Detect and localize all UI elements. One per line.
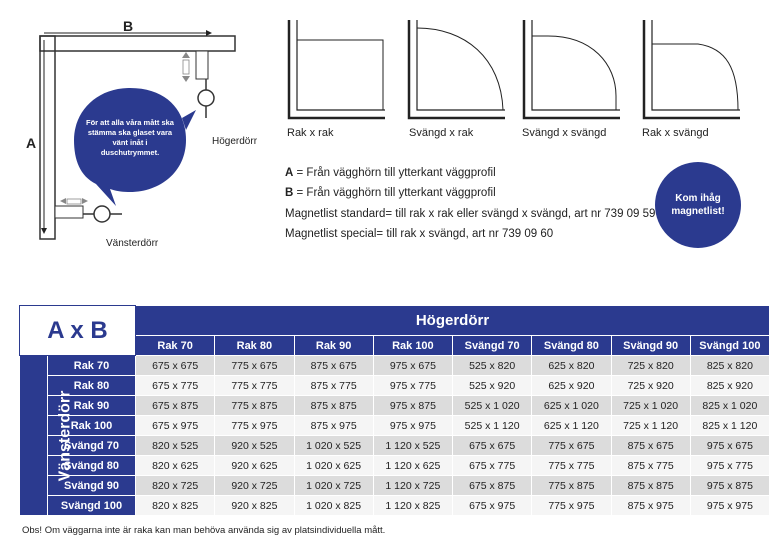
table-cell: 525 x 820 xyxy=(453,356,532,376)
column-header: Svängd 70 xyxy=(453,336,532,356)
column-group-header: Högerdörr xyxy=(136,306,770,336)
table-cell: 920 x 525 xyxy=(215,436,294,456)
table-cell: 675 x 875 xyxy=(453,476,532,496)
table-cell: 975 x 675 xyxy=(373,356,452,376)
shape-label-rak-rak: Rak x rak xyxy=(287,127,334,139)
table-cell: 920 x 825 xyxy=(215,496,294,516)
row-header: Rak 100 xyxy=(48,416,136,436)
table-cell: 1 120 x 525 xyxy=(373,436,452,456)
table-cell: 675 x 975 xyxy=(136,416,215,436)
table-cell: 875 x 975 xyxy=(611,496,690,516)
right-door-profile xyxy=(196,51,208,79)
table-cell: 675 x 675 xyxy=(136,356,215,376)
shape-svangd-svangd xyxy=(524,20,620,118)
table-cell: 1 120 x 825 xyxy=(373,496,452,516)
column-header: Svängd 100 xyxy=(690,336,769,356)
dimension-table xyxy=(19,305,770,516)
column-header: Svängd 80 xyxy=(532,336,611,356)
table-cell: 725 x 1 020 xyxy=(611,396,690,416)
table-cell: 1 120 x 725 xyxy=(373,476,452,496)
table-cell: 875 x 775 xyxy=(294,376,373,396)
table-cell: 825 x 920 xyxy=(690,376,769,396)
table-header-row xyxy=(20,306,770,336)
legend-standard: Magnetlist standard= till rak x rak eller svängd x svängd, art nr 739 09 59 xyxy=(285,208,656,220)
back-wall xyxy=(40,36,235,51)
table-cell: 875 x 975 xyxy=(294,416,373,436)
shape-label-svangd-svangd: Svängd x svängd xyxy=(522,127,607,139)
row-header: Rak 70 xyxy=(48,356,136,376)
table-cell: 775 x 775 xyxy=(215,376,294,396)
table-cell: 775 x 775 xyxy=(532,456,611,476)
column-header: Rak 90 xyxy=(294,336,373,356)
row-header: Rak 80 xyxy=(48,376,136,396)
row-header: Rak 90 xyxy=(48,396,136,416)
shape-label-rak-svangd: Rak x svängd xyxy=(642,127,709,139)
label-a: A xyxy=(26,135,37,151)
table-cell: 625 x 820 xyxy=(532,356,611,376)
table-cell: 825 x 820 xyxy=(690,356,769,376)
table-cell: 775 x 875 xyxy=(215,396,294,416)
table-row xyxy=(20,456,770,476)
table-row xyxy=(20,496,770,516)
table-cell: 920 x 625 xyxy=(215,456,294,476)
row-header: Svängd 90 xyxy=(48,476,136,496)
table-cell: 775 x 675 xyxy=(215,356,294,376)
table-cell: 975 x 975 xyxy=(690,496,769,516)
table-cell: 1 020 x 525 xyxy=(294,436,373,456)
table-cell: 725 x 820 xyxy=(611,356,690,376)
legend-special: Magnetlist special= till rak x svängd, art nr 739 09 60 xyxy=(285,228,554,240)
table-cell: 525 x 920 xyxy=(453,376,532,396)
table-cell: 625 x 1 020 xyxy=(532,396,611,416)
table-cell: 775 x 875 xyxy=(532,476,611,496)
footnote: Obs! Om väggarna inte är raka kan man behöva använda sig av platsindividuella mått. xyxy=(22,525,386,536)
table-cell: 675 x 775 xyxy=(136,376,215,396)
legend-a: A = Från vägghörn till ytterkant väggprofil xyxy=(285,167,496,179)
table-cell: 825 x 1 120 xyxy=(690,416,769,436)
table-cell: 920 x 725 xyxy=(215,476,294,496)
table-cell: 775 x 975 xyxy=(215,416,294,436)
left-door-profile xyxy=(55,206,83,218)
table-cell: 975 x 775 xyxy=(373,376,452,396)
table-row xyxy=(20,376,770,396)
table-row xyxy=(20,356,770,376)
label-b: B xyxy=(123,18,134,34)
right-door-handle xyxy=(198,90,214,106)
left-door-handle xyxy=(94,206,110,222)
shape-rak-svangd xyxy=(644,20,740,118)
table-cell: 1 020 x 825 xyxy=(294,496,373,516)
table-cell: 820 x 625 xyxy=(136,456,215,476)
table-cell: 775 x 975 xyxy=(532,496,611,516)
table-cell: 875 x 875 xyxy=(611,476,690,496)
table-cell: 875 x 875 xyxy=(294,396,373,416)
row-header: Svängd 70 xyxy=(48,436,136,456)
legend-b: B = Från vägghörn till ytterkant väggprofil xyxy=(285,187,496,199)
table-row xyxy=(20,396,770,416)
table-cell: 1 020 x 725 xyxy=(294,476,373,496)
table-cell: 525 x 1 120 xyxy=(453,416,532,436)
table-cell: 675 x 675 xyxy=(453,436,532,456)
table-row xyxy=(20,476,770,496)
table-corner: A x B xyxy=(20,306,136,356)
table-cell: 675 x 875 xyxy=(136,396,215,416)
table-cell: 675 x 775 xyxy=(453,456,532,476)
right-door-label: Högerdörr xyxy=(212,136,258,147)
side-wall xyxy=(40,36,55,239)
bubble-text: För att alla våra mått ska stämma ska glaset vara vänt inåt i duschutrymmet. xyxy=(86,118,174,157)
table-cell: 1 120 x 625 xyxy=(373,456,452,476)
table-cell: 675 x 975 xyxy=(453,496,532,516)
table-cell: 725 x 1 120 xyxy=(611,416,690,436)
magnet-reminder-badge: Kom ihåg magnetlist! xyxy=(655,162,741,248)
column-header: Svängd 90 xyxy=(611,336,690,356)
table-row xyxy=(20,436,770,456)
column-header: Rak 70 xyxy=(136,336,215,356)
row-header: Svängd 100 xyxy=(48,496,136,516)
table-cell: 725 x 920 xyxy=(611,376,690,396)
table-cell: 975 x 875 xyxy=(373,396,452,416)
table-cell: 825 x 1 020 xyxy=(690,396,769,416)
column-header: Rak 100 xyxy=(373,336,452,356)
table-cell: 820 x 825 xyxy=(136,496,215,516)
table-cell: 875 x 675 xyxy=(294,356,373,376)
table-cell: 875 x 675 xyxy=(611,436,690,456)
shape-label-svangd-rak: Svängd x rak xyxy=(409,127,474,139)
row-group-header: Vänsterdörr xyxy=(20,356,48,516)
table-cell: 975 x 775 xyxy=(690,456,769,476)
table-cell: 975 x 675 xyxy=(690,436,769,456)
table-cell: 975 x 975 xyxy=(373,416,452,436)
table-cell: 820 x 525 xyxy=(136,436,215,456)
table-cell: 975 x 875 xyxy=(690,476,769,496)
shape-svangd-rak xyxy=(409,20,505,118)
table-cell: 625 x 920 xyxy=(532,376,611,396)
table-cell: 1 020 x 625 xyxy=(294,456,373,476)
table-cell: 775 x 675 xyxy=(532,436,611,456)
left-door-label: Vänsterdörr xyxy=(106,238,159,249)
table-cell: 820 x 725 xyxy=(136,476,215,496)
row-header: Svängd 80 xyxy=(48,456,136,476)
shape-rak-rak xyxy=(289,20,385,118)
shape-thumbnails xyxy=(285,18,745,126)
table-cell: 625 x 1 120 xyxy=(532,416,611,436)
table-cell: 525 x 1 020 xyxy=(453,396,532,416)
column-header: Rak 80 xyxy=(215,336,294,356)
table-row xyxy=(20,416,770,436)
table-cell: 875 x 775 xyxy=(611,456,690,476)
